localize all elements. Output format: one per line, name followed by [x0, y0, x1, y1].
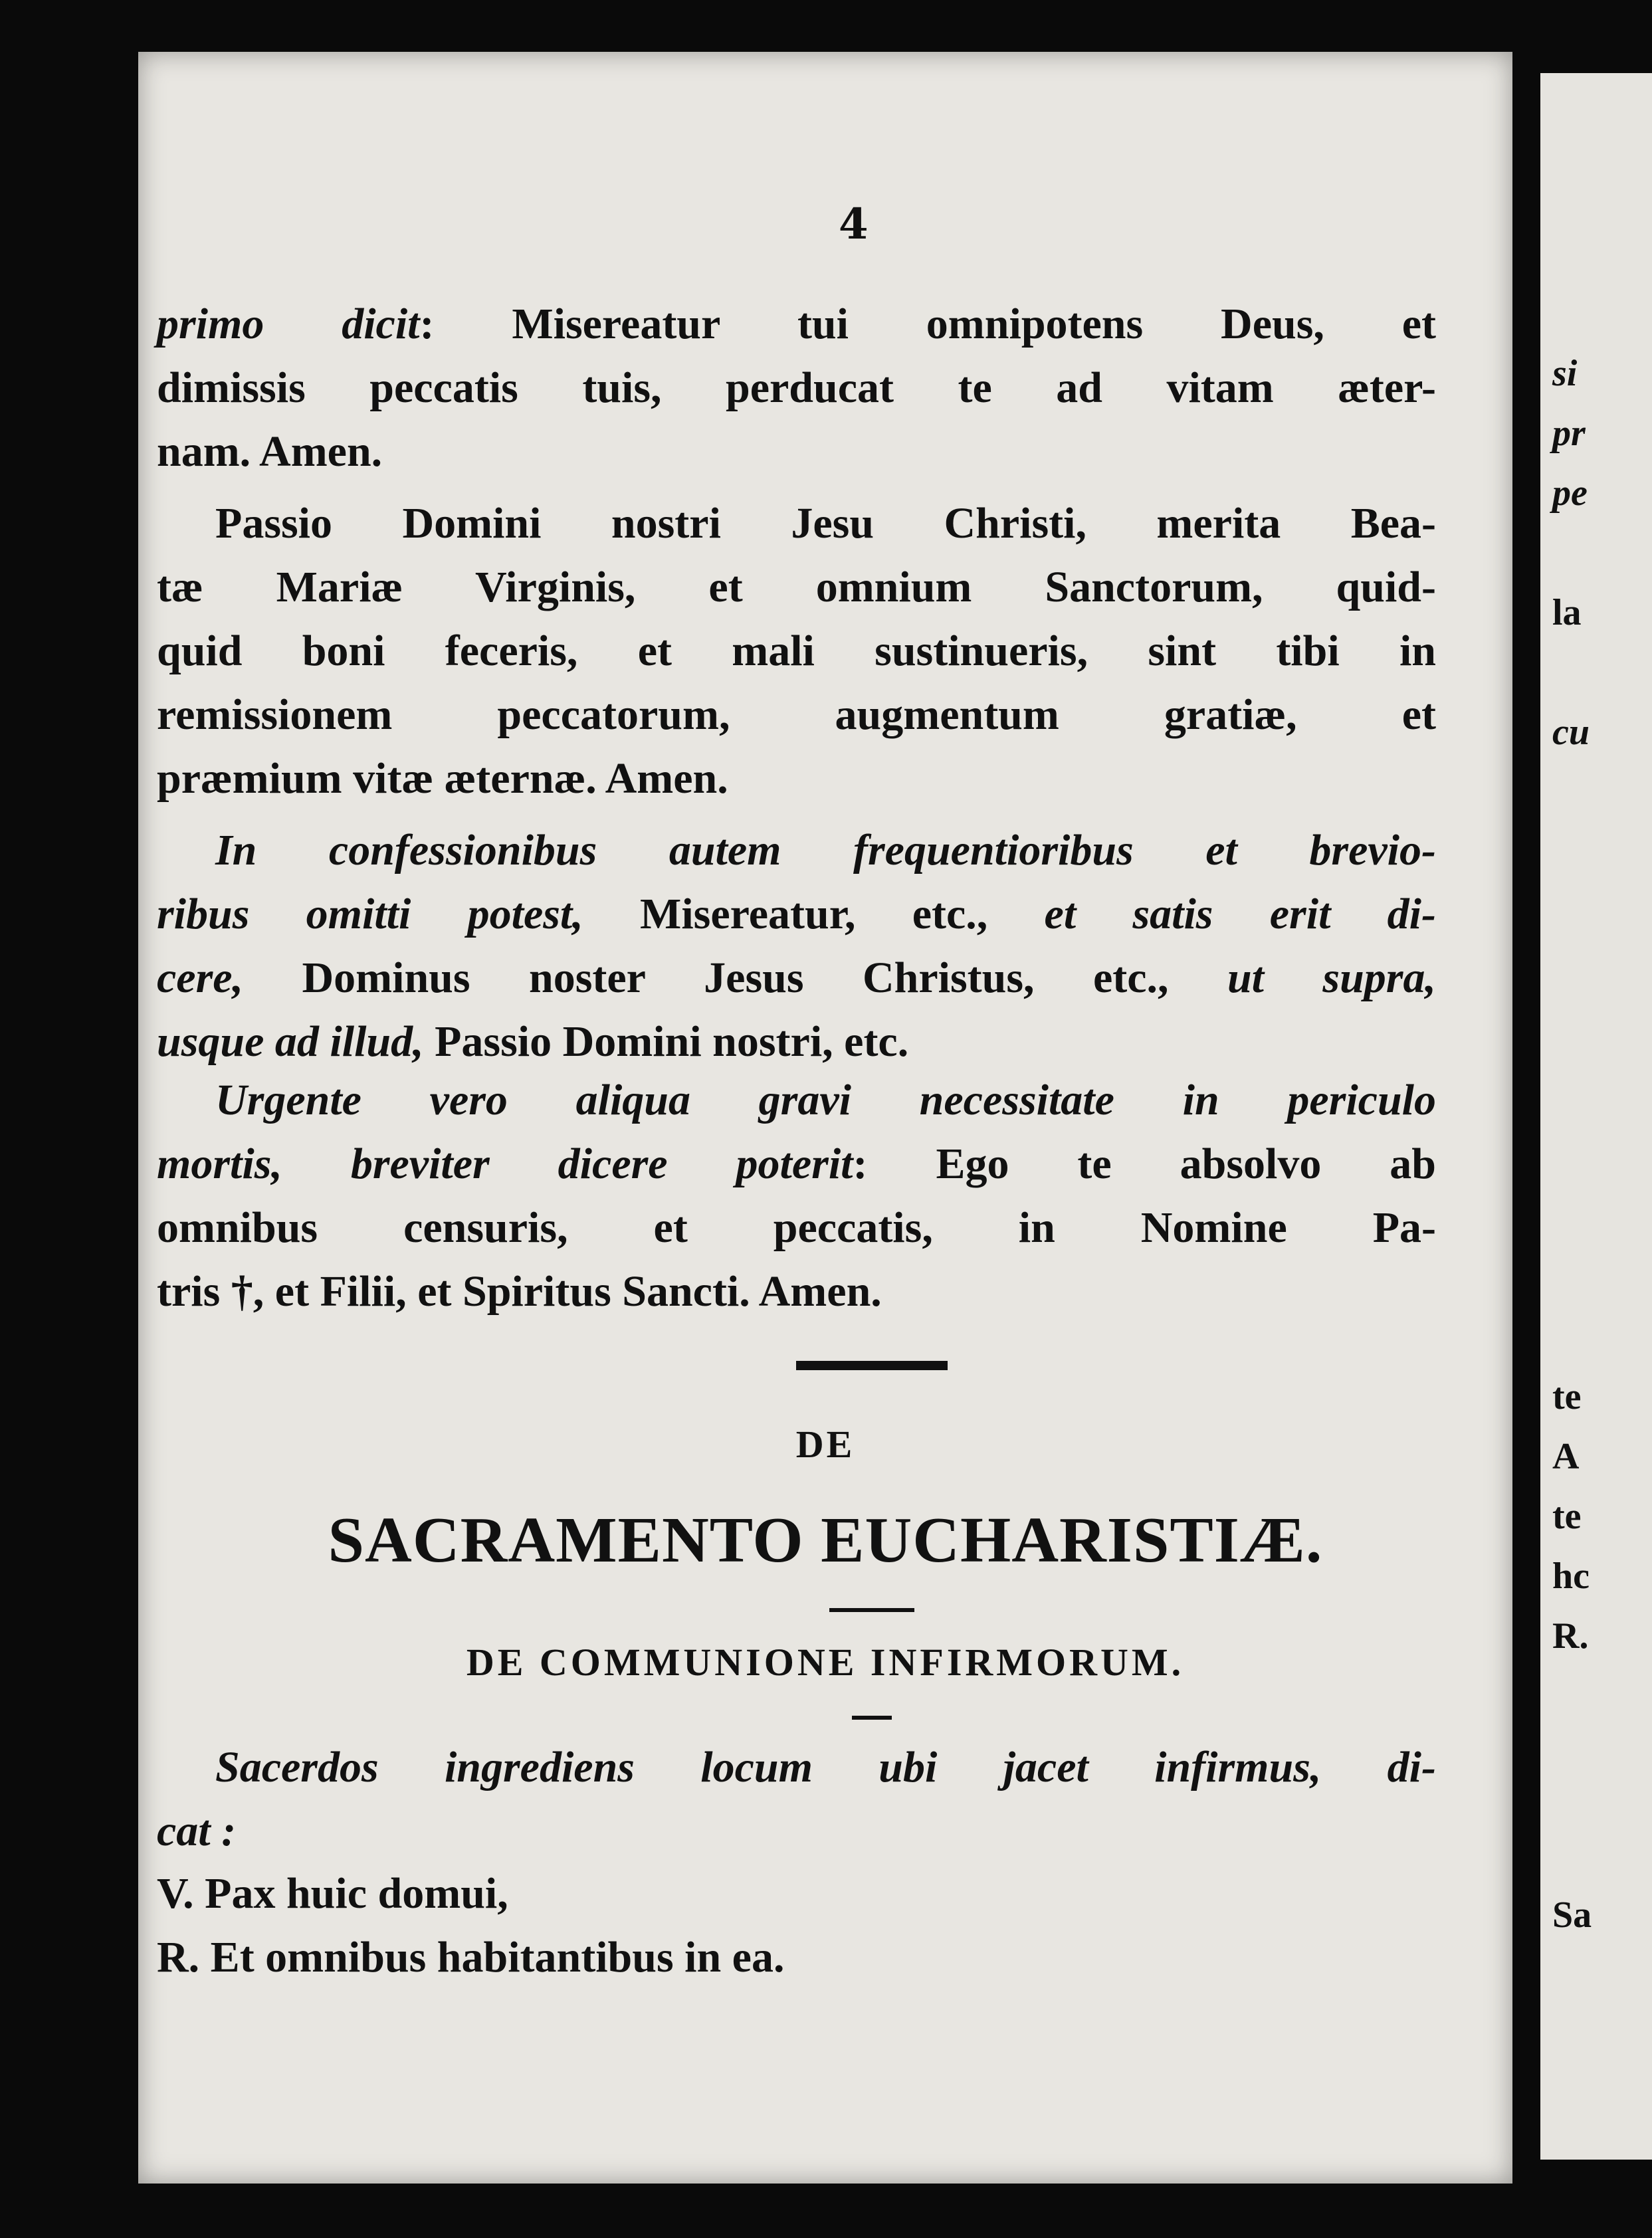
rubric-text: primo dicit [157, 300, 420, 348]
facing-fragment: hc [1552, 1556, 1590, 1597]
rubric-text: mortis, breviter dicere poterit [157, 1140, 853, 1188]
section-title: SACRAMENTO EUCHARISTIÆ. [328, 1504, 1323, 1576]
prayer-text: Passio Domini nostri Jesu Christi, merita Bea- [215, 499, 1436, 548]
section-heading-de: DE [795, 1423, 855, 1466]
prayer-text: remissionem peccatorum, augmentum gratiæ, et [157, 690, 1436, 739]
prayer-text: : Misereatur tui omnipotens Deus, et [419, 300, 1436, 348]
paragraph-urgent-necessity [157, 1068, 1436, 1324]
facing-fragment: te [1552, 1376, 1582, 1417]
rubric-text: ribus omitti potest, [157, 890, 583, 938]
versicle-line [157, 1862, 1436, 1926]
rubric-text: Sacerdos ingrediens locum ubi jacet infirmus, di- [215, 1743, 1436, 1791]
prayer-text: : Ego te absolvo ab [853, 1140, 1436, 1188]
rubric-text: In confessionibus autem frequentioribus et brevio- [215, 826, 1436, 874]
facing-fragment: si [1552, 353, 1578, 394]
prayer-text: tris †, et Filii, et Spiritus Sancti. Amen. [157, 1267, 882, 1316]
paragraph-absolution-end [157, 292, 1436, 484]
facing-fragment: pr [1552, 413, 1586, 454]
prayer-text: præmium vitæ æternæ. Amen. [157, 754, 728, 803]
versicle-text: Pax huic domui, [205, 1869, 508, 1918]
facing-fragment: R. [1552, 1615, 1589, 1657]
paragraph-rubric-confessions [157, 819, 1436, 1074]
prayer-text: tæ Mariæ Virginis, et omnium Sanctorum, quid- [157, 563, 1436, 611]
prayer-text: Dominus noster Jesus Christus, etc., [243, 954, 1169, 1002]
rubric-text: usque ad illud, [157, 1017, 424, 1066]
paragraph-passio [157, 492, 1436, 811]
rubric-text: ut supra, [1168, 954, 1436, 1002]
response-line [157, 1926, 1436, 1989]
rubric-text: et satis erit di- [987, 890, 1436, 938]
subtitle-divider [852, 1716, 892, 1720]
response-text: Et omnibus habitantibus in ea. [210, 1933, 785, 1982]
facing-fragment: pe [1552, 472, 1588, 514]
rubric-text: Urgente vero aliqua gravi necessitate in periculo [215, 1076, 1436, 1124]
prayer-text: quid boni feceris, et mali sustinueris, sint tibi in [157, 627, 1436, 675]
prayer-text: nam. Amen. [157, 427, 383, 476]
rubric-text: cat : [157, 1807, 237, 1855]
versicle-marker: V. [157, 1869, 194, 1918]
title-divider [829, 1608, 914, 1612]
facing-fragment: te [1552, 1496, 1582, 1537]
response-marker: R. [157, 1933, 200, 1982]
prayer-text: omnibus censuris, et peccatis, in Nomine Pa- [157, 1203, 1436, 1252]
facing-fragment: A [1552, 1436, 1580, 1477]
section-subtitle: DE COMMUNIONE INFIRMORUM. [466, 1641, 1185, 1684]
prayer-text: Misereatur, etc., [583, 890, 988, 938]
facing-fragment: Sa [1552, 1894, 1592, 1936]
facing-fragment: la [1552, 592, 1582, 633]
facing-fragment: cu [1552, 712, 1590, 753]
versicle-response [157, 1862, 1436, 1989]
paragraph-sacerdos [157, 1736, 1436, 1863]
prayer-text: Passio Domini nostri, etc. [423, 1017, 909, 1066]
section-divider [796, 1361, 948, 1370]
rubric-text: cere, [157, 954, 244, 1002]
prayer-text: dimissis peccatis tuis, perducat te ad vitam æter- [157, 363, 1436, 412]
facing-page-edge [1540, 73, 1652, 2160]
page-number: 4 [839, 199, 869, 249]
